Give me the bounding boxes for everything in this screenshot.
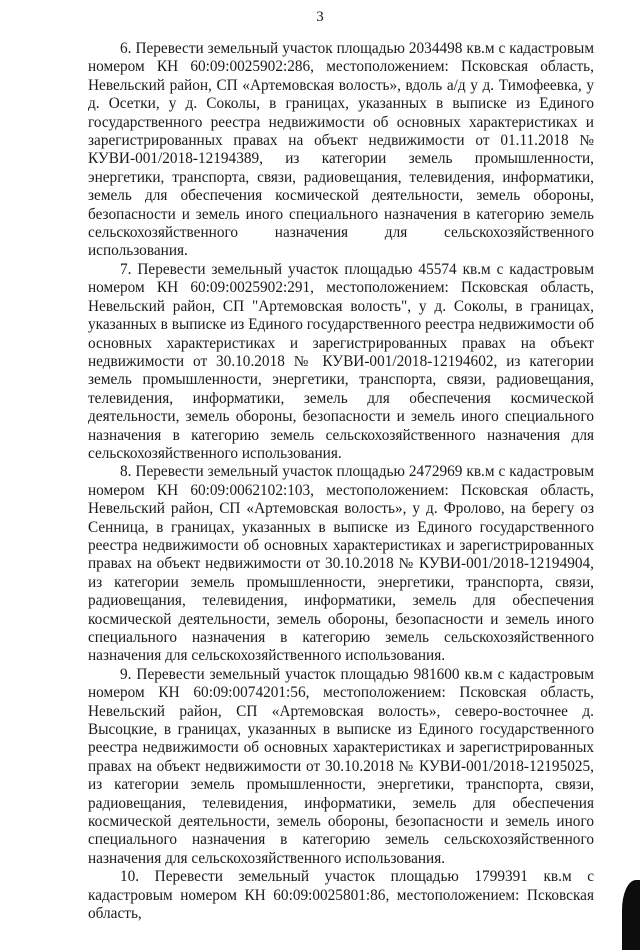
scan-corner-mark — [622, 880, 640, 950]
paragraph-item-8: 8. Перевести земельный участок площадью 2472969 кв.м с кадастровым номером КН 60:09:0062102:103, местоположением: Псковская область, Невельский район, СП «Артемовская волость», у д. Фролово, на берегу оз Сенница, в границах, указанных в выписке из Единого государственного реестра недвижимости об основных характеристиках и зарегистрированных правах на объект недвижимости от 30.10.2018 № КУВИ-001/2018-12194904, из категории земель промышленности, энергетики, транспорта, связи, радиовещания, телевидения, информатики, земель для обеспечения космической деятельности, земель обороны, безопасности и земель иного специального назначения в категорию земель сельскохозяйственного назначения для сельскохозяйственного использования. — [88, 463, 594, 665]
page-content — [88, 0, 594, 924]
page-number: 3 — [316, 9, 324, 25]
paragraph-item-10: 10. Перевести земельный участок площадью 1799391 кв.м с кадастровым номером КН 60:09:0025801:86, местоположением: Псковская область, — [88, 868, 594, 923]
paragraph-item-7: 7. Перевести земельный участок площадью 45574 кв.м с кадастровым номером КН 60:09:0025902:291, местоположением: Псковская область, Невельский район, СП "Артемовская волость", у д. Соколы, в границах, указанных в выписке из Единого государственного реестра недвижимости об основных характеристиках и зарегистрированных правах на объект недвижимости от 30.10.2018 № КУВИ-001/2018-12194602, из категории земель промышленности, энергетики, транспорта, связи, радиовещания, телевидения, информатики, земель для обеспечения космической деятельности, земель обороны, безопасности и земель иного специального назначения в категорию земель сельскохозяйственного назначения для сельскохозяйственного использования. — [88, 260, 594, 462]
paragraph-item-6: 6. Перевести земельный участок площадью 2034498 кв.м с кадастровым номером КН 60:09:0025902:286, местоположением: Псковская область, Невельский район, СП «Артемовская волость», вдоль а/д у д. Тимофеевка, у д. Осетки, у д. Соколы, в границах, указанных в выписке из Единого государственного реестра недвижимости об основных характеристиках и зарегистрированных правах на объект недвижимости от 01.11.2018 № КУВИ-001/2018-12194389, из категории земель промышленности, энергетики, транспорта, связи, радиовещания, телевидения, информатики, земель для обеспечения космической деятельности, земель обороны, безопасности и земель иного специального назначения в категорию земель сельскохозяйственного назначения для сельскохозяйственного использования. — [88, 40, 594, 260]
paragraph-item-9: 9. Перевести земельный участок площадью 981600 кв.м с кадастровым номером КН 60:09:0074201:56, местоположением: Псковская область, Невельский район, СП «Артемовская волость», северо-восточнее д. Высоцкие, в границах, указанных в выписке из Единого государственного реестра недвижимости об основных характеристиках и зарегистрированных правах на объект недвижимости от 30.10.2018 № КУВИ-001/2018-12195025, из категории земель промышленности, энергетики, транспорта, связи, радиовещания, телевидения, информатики, земель для обеспечения космической деятельности, земель обороны, безопасности и земель иного специального назначения в категорию земель сельскохозяйственного назначения для сельскохозяйственного использования. — [88, 665, 594, 867]
